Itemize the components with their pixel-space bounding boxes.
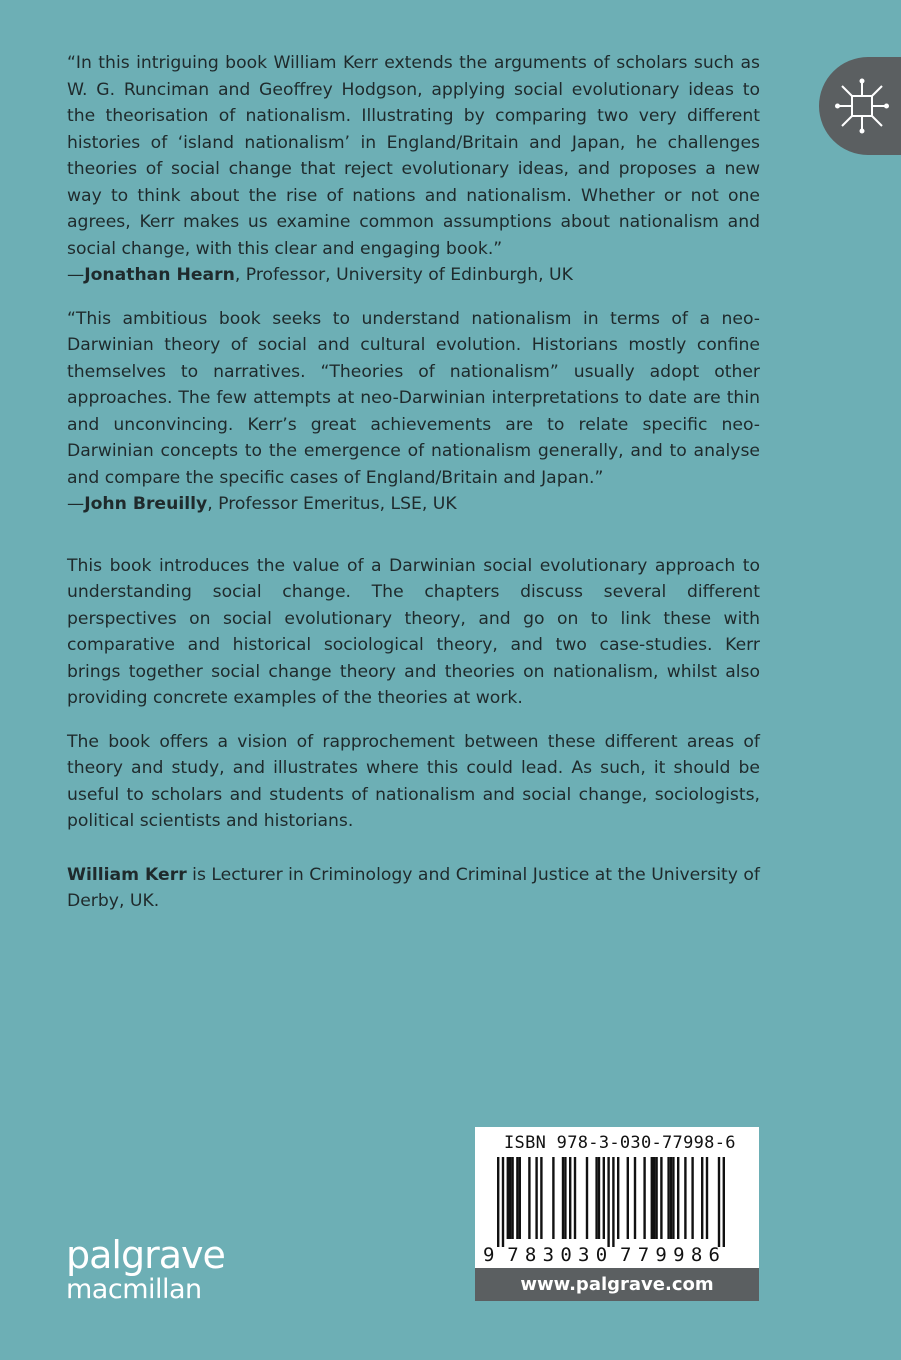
blurb-2-attribution xyxy=(67,491,760,518)
author-name: William Kerr xyxy=(67,864,187,885)
blurb-1-name: Jonathan Hearn xyxy=(84,265,235,285)
barcode-bar xyxy=(706,1157,708,1239)
publisher-logo-line1: palgrave xyxy=(66,1233,225,1277)
author-bio xyxy=(67,862,760,915)
barcode-bar xyxy=(586,1157,588,1239)
barcode-bar xyxy=(701,1157,703,1239)
description-paragraph-1: This book introduces the value of a Darwinian social evolutionary approach to understanding social change. The chapters discuss several different perspectives on social evolutionary theory, and go on to link these with comparative and historical sociological theory, and two case-studies. Kerr brings together social change theory and theories on nationalism, whilst also providing concrete examples of the theories at work. xyxy=(67,555,760,708)
barcode-bar xyxy=(552,1157,554,1239)
barcode-bar xyxy=(562,1157,564,1239)
barcode-bar xyxy=(598,1157,600,1239)
barcode-bar xyxy=(677,1157,679,1239)
barcode-bar xyxy=(540,1157,542,1239)
barcode-bar xyxy=(595,1157,597,1239)
series-emblem-badge xyxy=(819,57,901,155)
barcode-bar xyxy=(660,1157,662,1239)
blurb-2-dash: — xyxy=(67,494,85,514)
barcode-bar xyxy=(535,1157,537,1239)
barcode-guard-bar xyxy=(723,1157,725,1247)
blurb-1-attribution xyxy=(67,262,760,289)
barcode-bar xyxy=(516,1157,518,1239)
barcode-bar xyxy=(519,1157,521,1239)
barcode-panel xyxy=(475,1127,759,1268)
barcode-digits: 779986 xyxy=(620,1244,720,1266)
back-cover-text xyxy=(67,50,760,915)
publisher-logo xyxy=(66,1233,225,1306)
barcode-bar xyxy=(603,1157,605,1239)
blurb-1-affiliation: , Professor, University of Edinburgh, UK xyxy=(234,265,573,285)
blurb-1-quote: “In this intriguing book William Kerr extends the arguments of scholars such as W. G. Runciman and Geoffrey Hodgson, applying social evolutionary ideas to the theorisation of nationalism. Illustrating by comparing two very different histories of ‘island nationalism’ in England/Britain and Japan, he challenges theories of social change that reject evolutionary ideas, and proposes a new way to think about the rise of nations and nationalism. Whether or not one agrees, Kerr makes us examine common assumptions about nationalism and social change, with this clear and engaging book.” xyxy=(67,53,760,259)
barcode-digits: 9 xyxy=(483,1244,495,1266)
emblem-icon xyxy=(835,77,889,135)
barcode-bar xyxy=(670,1157,672,1239)
publisher-logo-line2: macmillan xyxy=(66,1274,202,1305)
barcode-bar xyxy=(651,1157,653,1239)
barcode-bar xyxy=(691,1157,693,1239)
barcode-bar xyxy=(564,1157,566,1239)
barcode-bar xyxy=(507,1157,509,1239)
barcode-bar xyxy=(667,1157,669,1239)
barcode-bar xyxy=(653,1157,655,1239)
blurb-2-affiliation: , Professor Emeritus, LSE, UK xyxy=(207,494,457,514)
blurb-1-dash: — xyxy=(67,265,85,285)
barcode-bar xyxy=(634,1157,636,1239)
barcode-bar xyxy=(569,1157,571,1239)
isbn-barcode xyxy=(475,1127,759,1301)
blurb-2-quote: “This ambitious book seeks to understand nationalism in terms of a neo-Darwinian theory of social and cultural evolution. Historians mostly confine themselves to narratives. “Theories of nationalism” usually adopt other approaches. The few attempts at neo-Darwinian interpretations to date are thin and unconvincing. Kerr’s great achievements are to relate specific neo-Darwinian concepts to the emergence of nationalism generally, and to analyse and compare the specific cases of England/Britain and Japan.” xyxy=(67,308,760,488)
isbn-label: ISBN 978-3-030-77998-6 xyxy=(504,1133,736,1153)
barcode-guard-bar xyxy=(718,1157,720,1247)
barcode-bar xyxy=(617,1157,619,1239)
barcode-bar xyxy=(574,1157,576,1239)
barcode-guard-bar xyxy=(612,1157,614,1247)
barcode-bar xyxy=(643,1157,645,1239)
barcode-guard-bar xyxy=(497,1157,499,1247)
barcode-bar xyxy=(509,1157,511,1239)
barcode-bar xyxy=(655,1157,657,1239)
barcode-bar xyxy=(684,1157,686,1239)
barcode-bar xyxy=(672,1157,674,1239)
author-bio-text: is Lecturer in Criminology and Criminal Justice at the University of Derby, UK. xyxy=(67,864,760,911)
barcode-bar xyxy=(627,1157,629,1239)
description-paragraph-2: The book offers a vision of rapprochement between these different areas of theory and study, and illustrates where this could lead. As such, it should be useful to scholars and students of nationalism and social change, sociologists, political scientists and historians. xyxy=(67,731,760,831)
barcode-digits: 783030 xyxy=(507,1244,608,1266)
barcode-bar xyxy=(511,1157,513,1239)
barcode-guard-bar xyxy=(502,1157,504,1247)
barcode-bars xyxy=(475,1157,759,1268)
blurb-2-name: John Breuilly xyxy=(84,494,208,514)
barcode-bar xyxy=(528,1157,530,1239)
publisher-url: www.palgrave.com xyxy=(475,1268,759,1301)
barcode-guard-bar xyxy=(607,1157,609,1247)
